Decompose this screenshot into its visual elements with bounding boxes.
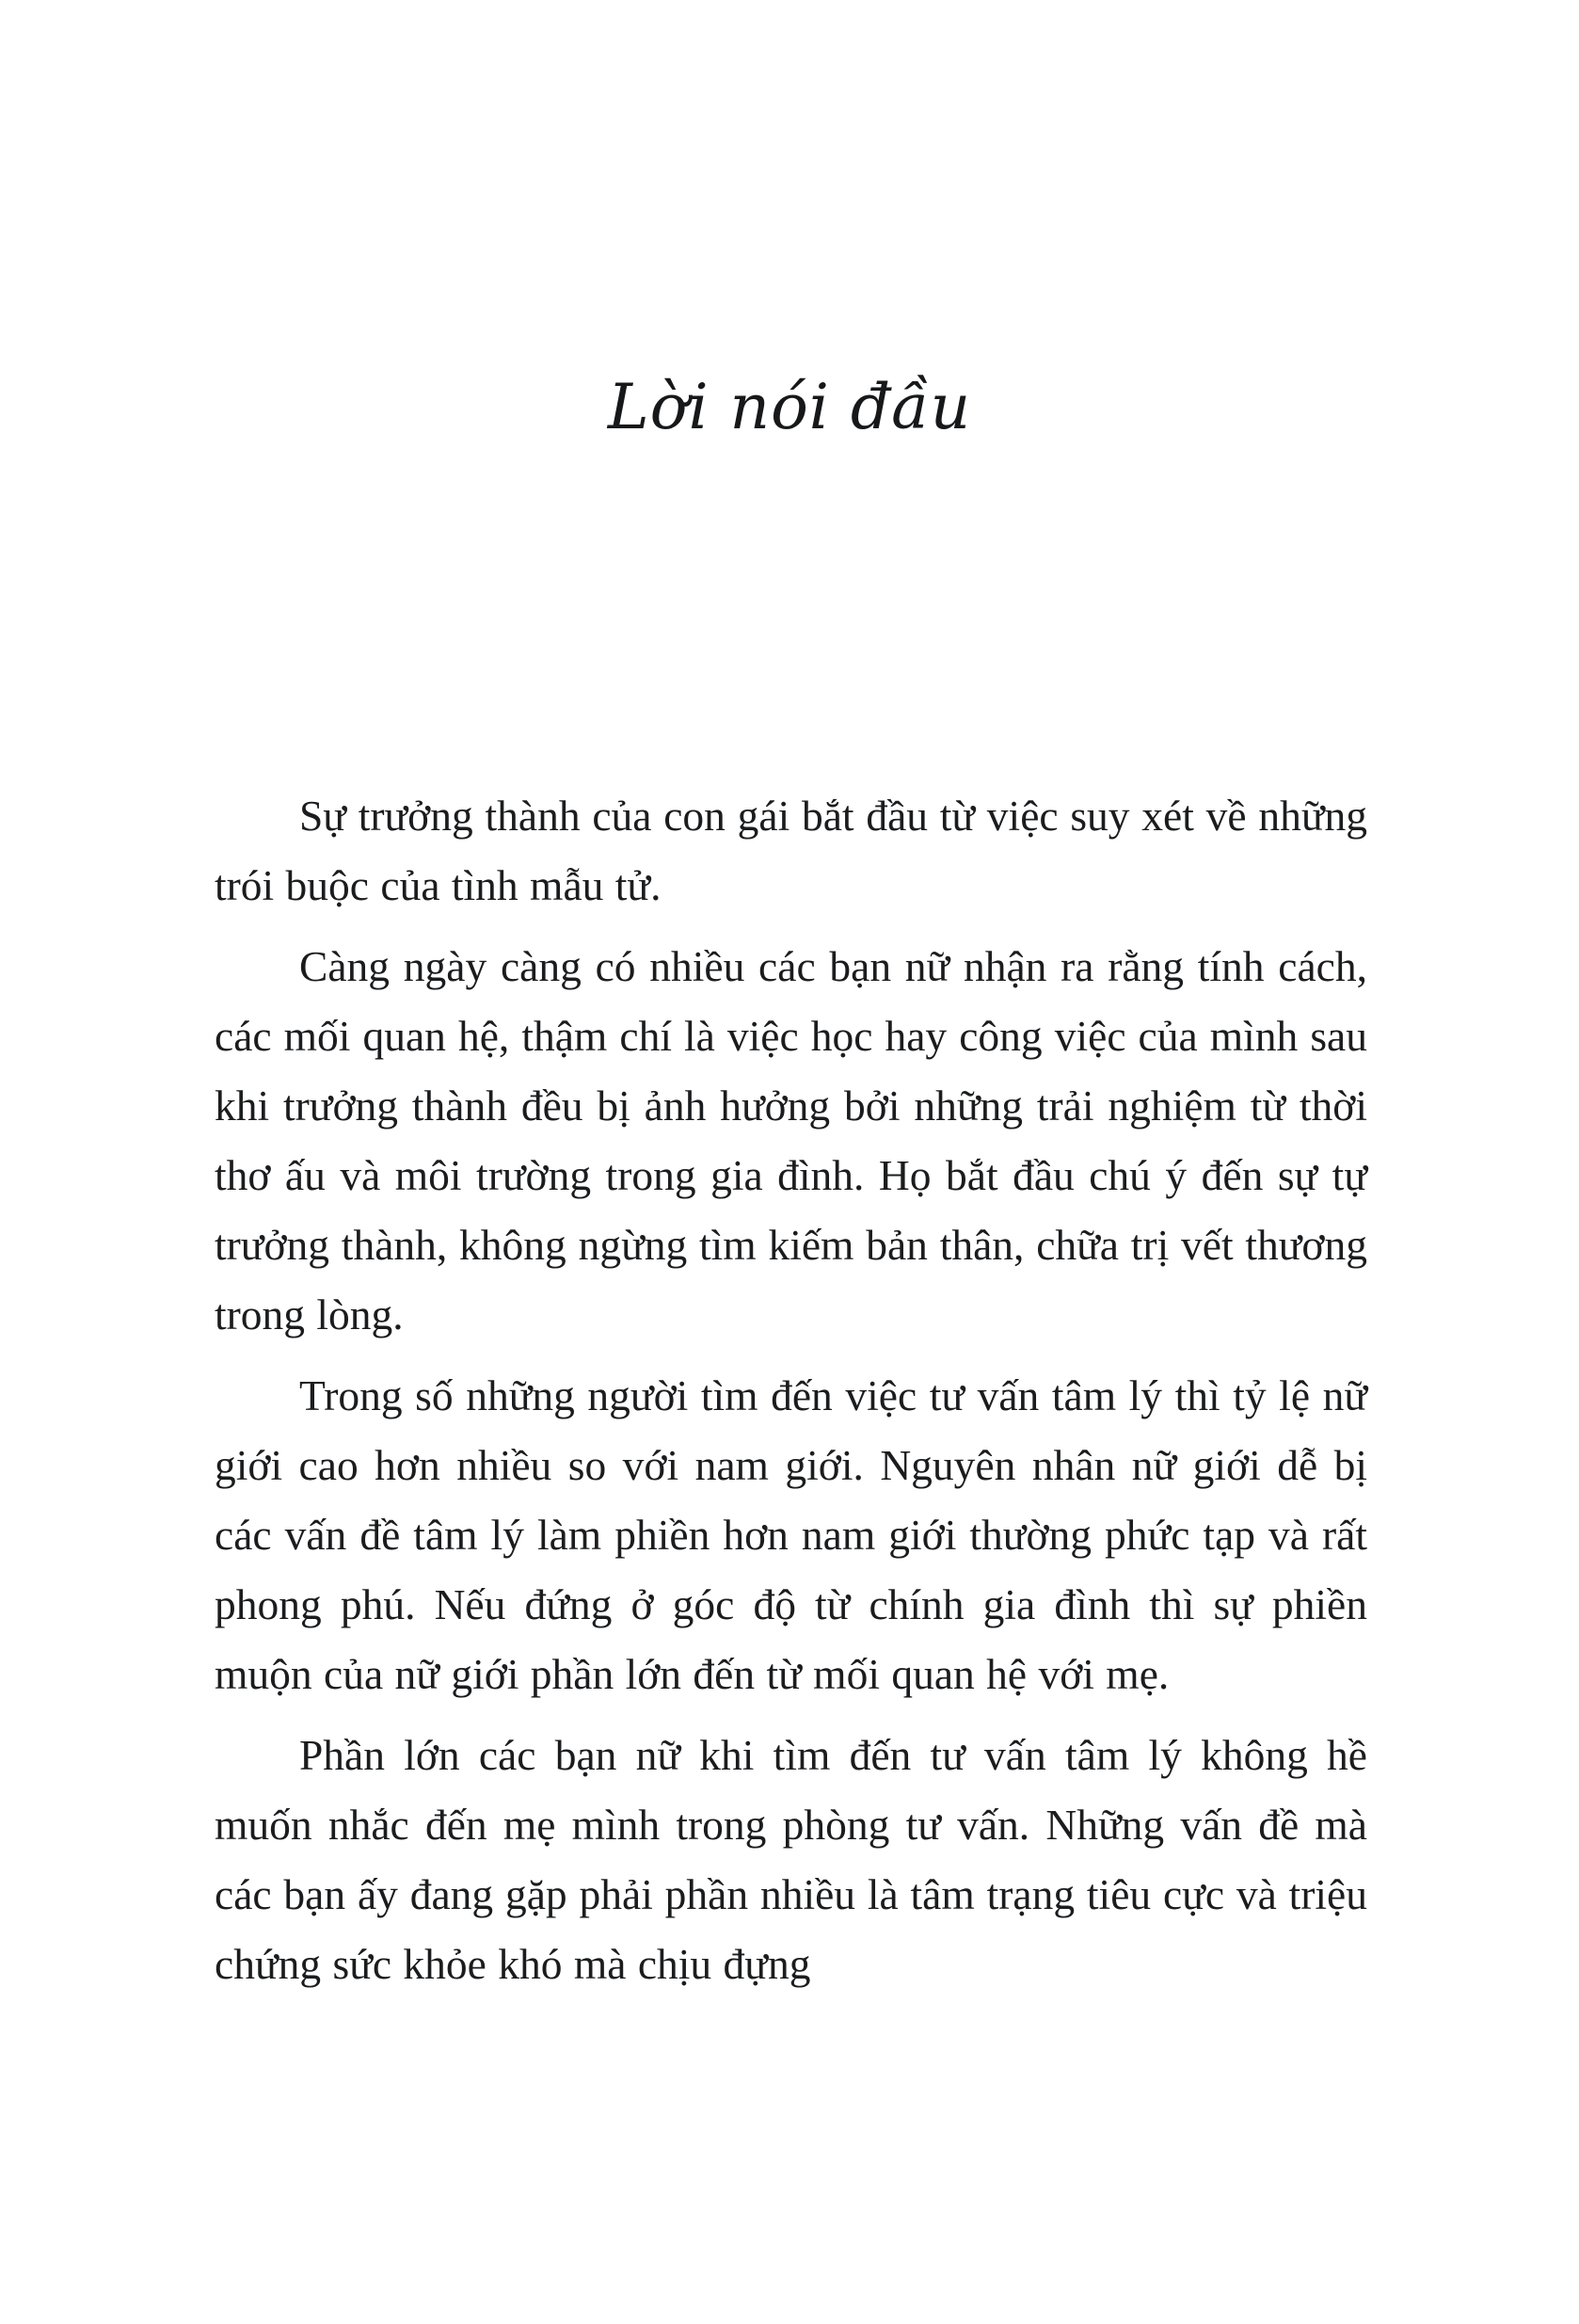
paragraph: Sự trưởng thành của con gái bắt đầu từ việc suy xét về những trói buộc của tình mẫu tử. — [215, 792, 1367, 909]
paragraph: Càng ngày càng có nhiều các bạn nữ nhận ra rằng tính cách, các mối quan hệ, thậm chí là việc học hay công việc của mình sau khi trưởng thành đều bị ảnh hưởng bởi những trải nghiệm từ thời thơ ấu và môi trường trong gia đình. Họ bắt đầu chú ý đến sự tự trưởng thành, không ngừng tìm kiếm bản thân, chữa trị vết thương trong lòng. — [215, 942, 1367, 1338]
page-title: Lời nói đầu — [607, 371, 972, 444]
paragraph: Trong số những người tìm đến việc tư vấn tâm lý thì tỷ lệ nữ giới cao hơn nhiều so với nam giới. Nguyên nhân nữ giới dễ bị các vấn đề tâm lý làm phiền hơn nam giới thường phức tạp và rất phong phú. Nếu đứng ở góc độ từ chính gia đình thì sự phiền muộn của nữ giới phần lớn đến từ mối quan hệ với mẹ. — [215, 1371, 1367, 1698]
body-text-block — [215, 781, 1367, 1999]
paragraph: Phần lớn các bạn nữ khi tìm đến tư vấn tâm lý không hề muốn nhắc đến mẹ mình trong phòng tư vấn. Những vấn đề mà các bạn ấy đang gặp phải phần nhiều là tâm trạng tiêu cực và triệu chứng sức khỏe khó mà chịu đựng — [215, 1731, 1367, 1988]
